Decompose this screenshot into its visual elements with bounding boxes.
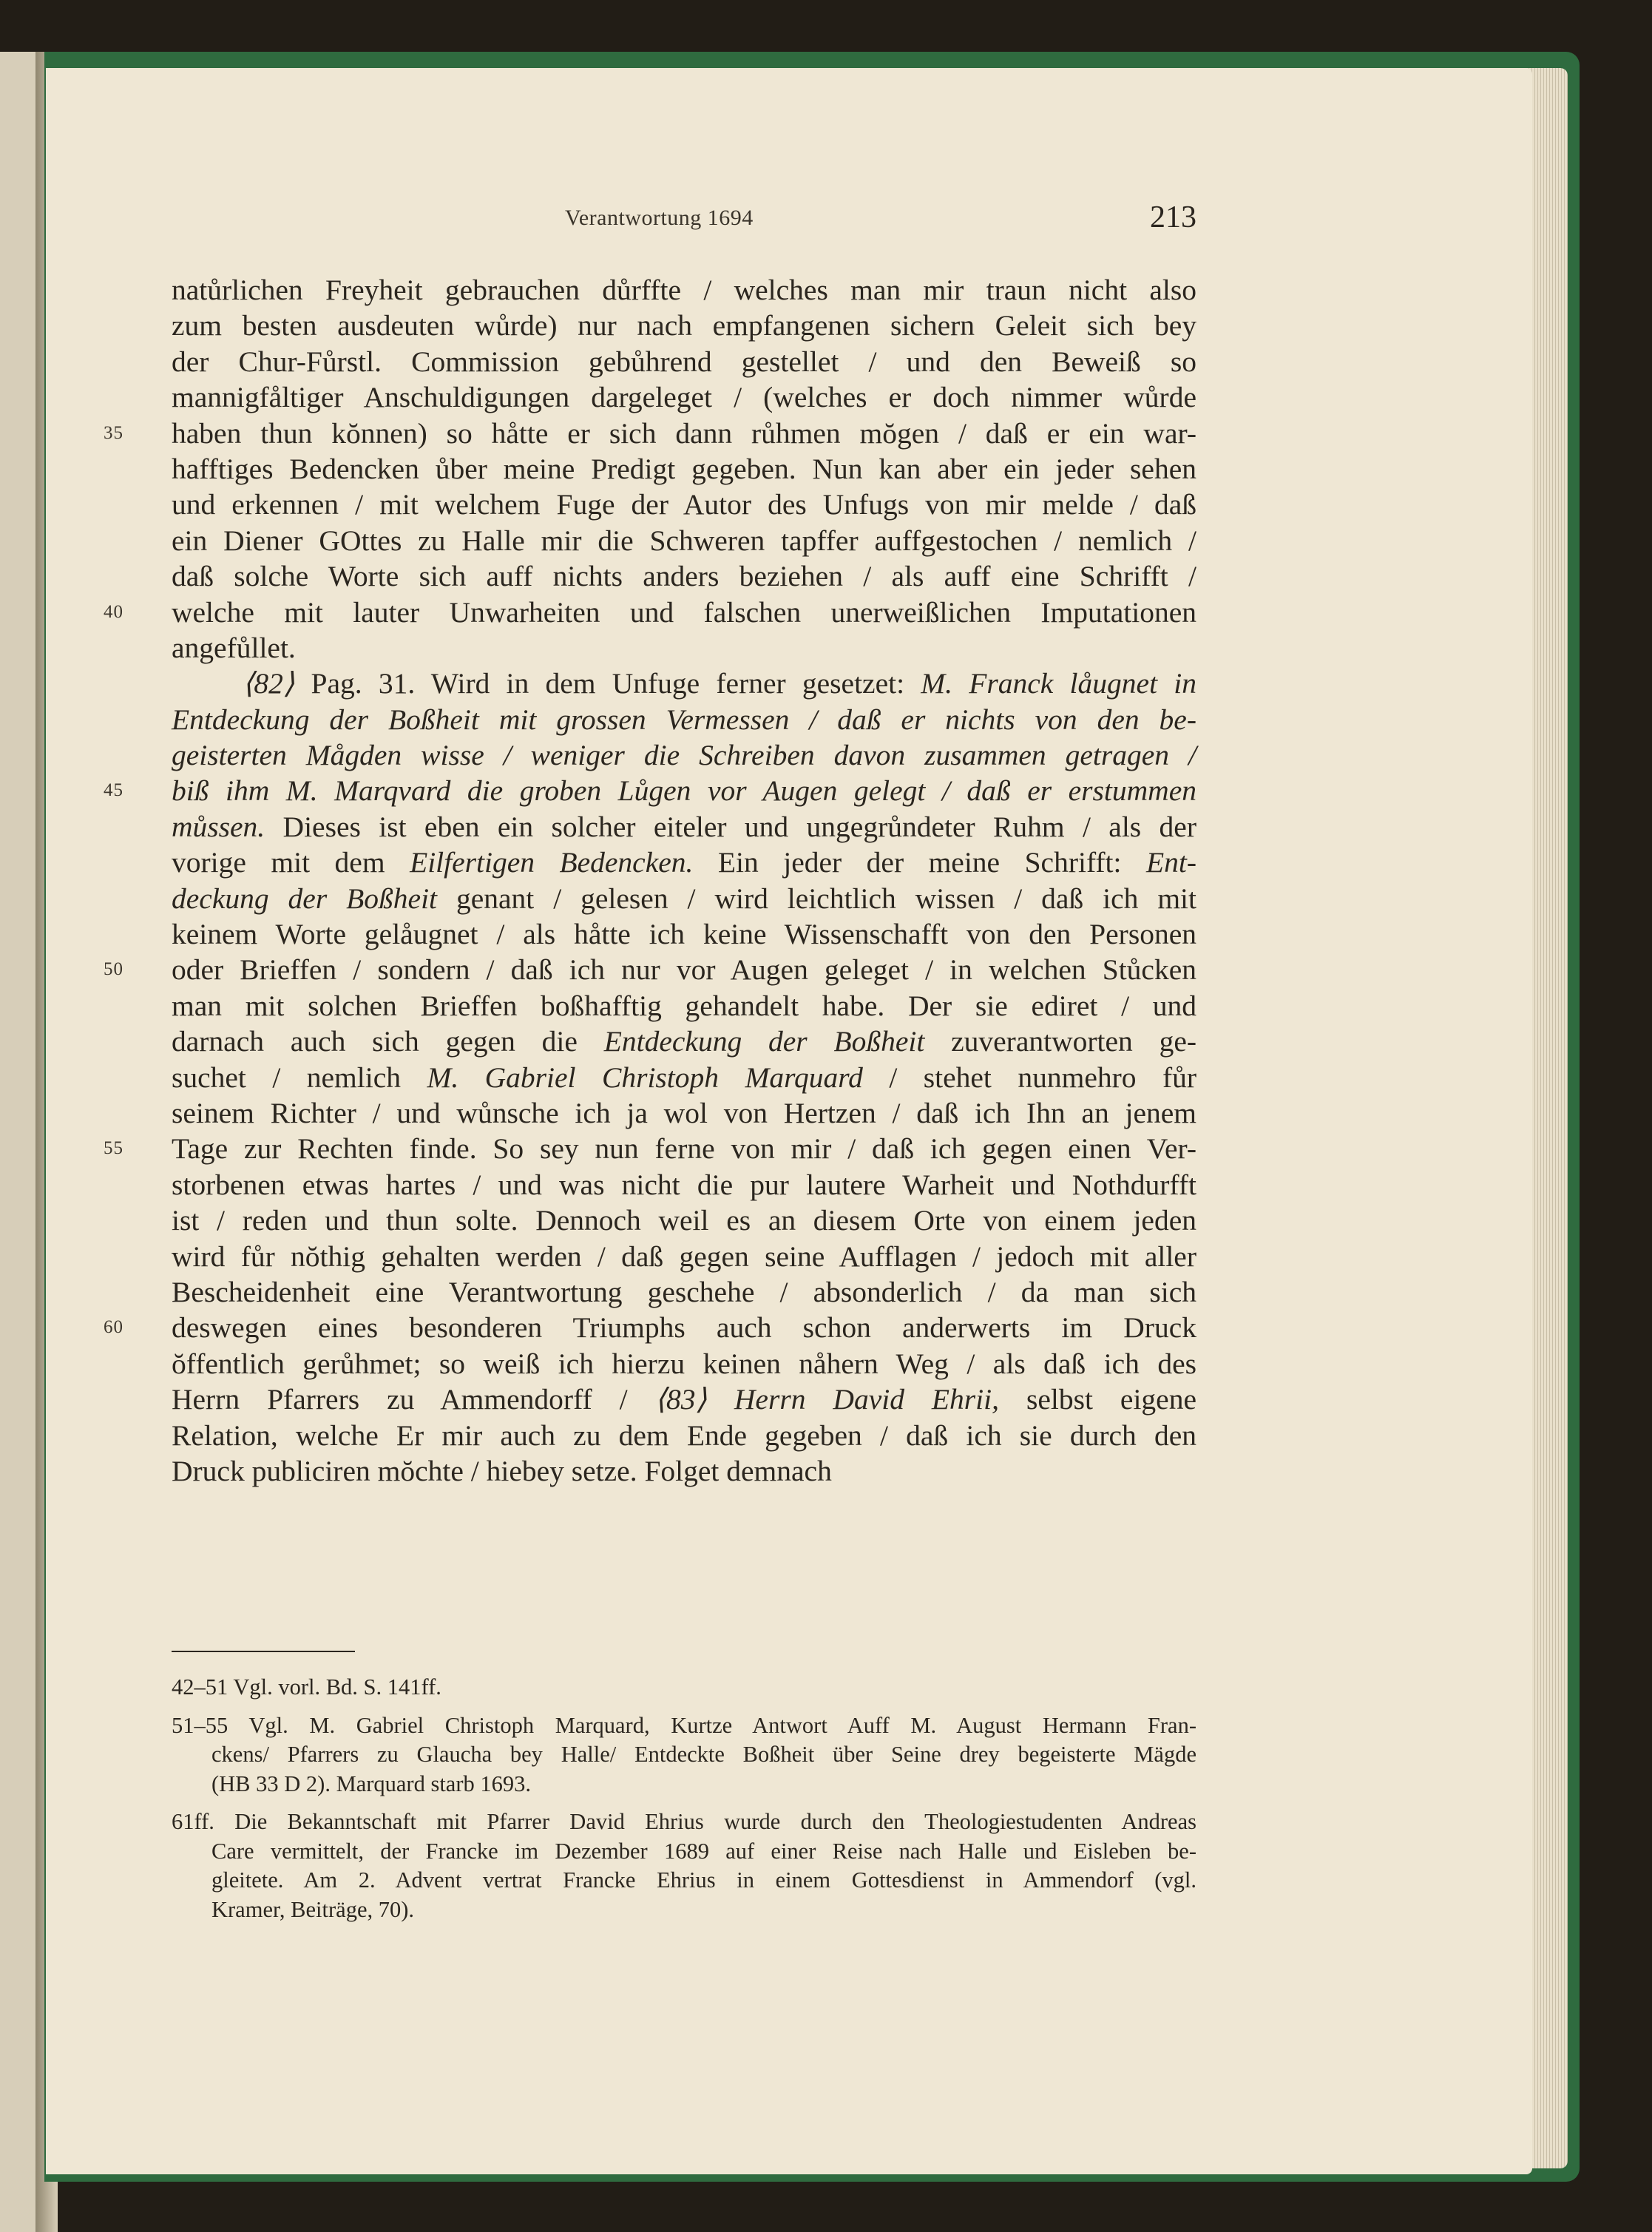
line-text: Tage zur Rechten finde. So sey nun ferne von mir / daß ich gegen einen Ver- [172,1132,1196,1166]
text-line [172,1274,1196,1310]
line-text: oder Brieffen / sondern / daß ich nur vor Augen geleget / in welchen Stůcken [172,953,1196,987]
footnotes [172,1646,1196,1924]
line-text: Herrn Pfarrers zu Ammendorff / [172,1383,655,1416]
footnote-line: ckens/ Pfarrers zu Glaucha bey Halle/ Entdeckte Boßheit über Seine drey begeisterte Mägde [211,1742,1196,1767]
main-text [104,272,1197,1489]
text-line [172,1060,1196,1095]
line-text: zuverantworten ge- [924,1025,1196,1058]
line-text: mannigfåltiger Anschuldigungen dargeleget / (welches er doch nimmer wůrde [172,381,1196,414]
line-text: zum besten ausdeuten wůrde) nur nach empfangenen sichern Geleit sich bey [172,309,1196,342]
italic-text: M. Gabriel Christoph Marquard [427,1061,863,1094]
line-text: Pag. 31. Wird in dem Unfuge ferner gesetzet: [294,667,921,700]
text-line [104,595,1196,630]
footnote-line: (HB 33 D 2). Marquard starb 1693. [211,1771,532,1796]
line-text: suchet / nemlich [172,1061,427,1094]
italic-text: Entdeckung der Boßheit mit grossen Vermessen / daß er nichts von den be- [172,703,1196,736]
italic-text: Eilfertigen Bedencken. [410,846,694,879]
page-stack-edge [1526,68,1568,2168]
line-text: Druck publiciren mŏchte / hiebey setze. Folget demnach [172,1454,832,1487]
line-text: deswegen eines besonderen Triumphs auch schon anderwerts im Druck [172,1311,1196,1345]
text-line [172,1418,1196,1453]
line-text: wird fůr nŏthig gehalten werden / daß gegen seine Aufflagen / jedoch mit aller [172,1240,1196,1273]
text-line [172,666,1196,701]
line-text: selbst eigene [999,1383,1196,1416]
line-number: 55 [104,1138,123,1159]
text-line [172,881,1196,916]
italic-text: Entdeckung der Boßheit [603,1025,925,1058]
footnote-line: 51–55 Vgl. M. Gabriel Christoph Marquard, Kurtze Antwort Auff M. August Hermann Fran- [172,1712,1196,1738]
running-head [172,200,1196,243]
text-line [172,630,1196,666]
italic-text: M. Franck låugnet in [921,667,1196,700]
footnote-line: Care vermittelt, der Francke im Dezember 1689 auf einer Reise nach Halle und Eisleben be- [211,1838,1196,1864]
footnote-line: Kramer, Beiträge, 70). [211,1896,415,1922]
text-line [172,702,1196,737]
text-line [172,487,1196,522]
line-text: daß solche Worte sich auff nichts anders beziehen / als auff eine Schrifft / [172,560,1196,593]
text-line [172,308,1196,343]
text-line [172,1453,1196,1489]
line-text: Relation, welche Er mir auch zu dem Ende gegeben / daß ich sie durch den [172,1418,1196,1452]
text-line [172,1024,1196,1059]
footnote-line: 61ff. Die Bekanntschaft mit Pfarrer David Ehrius wurde durch den Theologiestudenten Andreas [172,1809,1196,1834]
italic-text: ⟨82⟩ [243,667,295,700]
line-text: haben thun kŏnnen) so håtte er sich dann růhmen mŏgen / daß er ein war- [172,416,1196,450]
text-line [172,916,1196,952]
facing-page-edge [0,52,38,2232]
line-text: Dieses ist eben ein solcher eiteler und ungegrůndeter Ruhm / als der [265,810,1196,843]
text-line [172,845,1196,880]
line-text: Ein jeder der meine Schrifft: [693,846,1146,879]
text-line [172,1239,1196,1274]
line-text: darnach auch sich gegen die [172,1025,604,1058]
line-text: ein Diener GOttes zu Halle mir die Schweren tapffer auffgestochen / nemlich / [172,524,1196,557]
italic-text: můssen. [172,810,265,843]
line-number: 50 [104,959,123,980]
italic-text: deckung der Boßheit [172,882,438,915]
running-title: Verantwortung 1694 [565,206,754,230]
text-line [104,1310,1196,1345]
text-line [172,344,1196,379]
line-number: 45 [104,780,123,801]
text-line [172,1095,1196,1131]
text-line [172,523,1196,558]
line-number: 35 [104,422,123,443]
footnote-line: gleitete. Am 2. Advent vertrat Francke Ehrius in einem Gottesdienst in Ammendorf (vgl. [211,1867,1196,1893]
line-text: welche mit lauter Unwarheiten und falschen unerweißlichen Imputationen [172,595,1196,629]
line-text: storbenen etwas hartes / und was nicht die pur lautere Warheit und Nothdurfft [172,1168,1196,1201]
line-text: keinem Worte gelåugnet / als håtte ich keine Wissenschafft von den Personen [172,918,1196,951]
text-line [172,272,1196,308]
text-line [172,1167,1196,1203]
text-line [172,988,1196,1024]
text-line [172,1346,1196,1382]
line-text: natůrlichen Freyheit gebrauchen důrffte / welches man mir traun nicht also [172,274,1196,306]
line-text: genant / gelesen / wird leichtlich wissen / daß ich mit [437,882,1196,915]
text-line [104,416,1196,451]
line-text: ŏffentlich gerůhmet; so weiß ich hierzu keinen nåhern Weg / als daß ich des [172,1347,1196,1380]
text-line [104,952,1196,987]
line-text: vorige mit dem [172,846,410,879]
line-text: / stehet nunmehro fůr [862,1061,1196,1094]
italic-text: geisterten Mågden wisse / weniger die Schreiben davon zusammen getragen / [172,739,1196,772]
italic-text: biß ihm M. Marqvard die groben Lůgen vor Augen gelegt / daß er erstummen [172,774,1196,808]
text-line [104,773,1196,808]
line-number: 60 [104,1317,123,1338]
italic-text: ⟨83⟩ Herrn David Ehrii, [654,1383,999,1416]
text-line [172,379,1196,415]
line-text: man mit solchen Brieffen boßhafftig gehandelt habe. Der sie ediret / und [172,989,1196,1022]
text-line [104,1131,1196,1166]
line-text: Bescheidenheit eine Verantwortung geschehe / absonderlich / da man sich [172,1275,1196,1308]
line-text: der Chur-Fůrstl. Commission gebůhrend gestellet / und den Beweiß so [172,345,1196,378]
line-number: 40 [104,601,123,622]
footnote-line: 42–51 Vgl. vorl. Bd. S. 141ff. [172,1674,441,1700]
line-text: und erkennen / mit welchem Fuge der Autor des Unfugs von mir melde / daß [172,488,1196,521]
italic-text: Ent- [1146,846,1197,879]
text-line [172,737,1196,773]
line-text: ist / reden und thun solte. Dennoch weil es an diesem Orte von einem jeden [172,1204,1196,1237]
text-line [172,809,1196,845]
text-line [172,1203,1196,1238]
text-line [172,451,1196,487]
line-text: angefůllet. [172,631,296,664]
text-line [172,558,1196,594]
page-number: 213 [1150,200,1196,234]
text-line [172,1382,1196,1417]
line-text: seinem Richter / und wůnsche ich ja wol von Hertzen / daß ich Ihn an jenem [172,1096,1196,1129]
line-text: hafftiges Bedencken ůber meine Predigt gegeben. Nun kan aber ein jeder sehen [172,452,1196,485]
